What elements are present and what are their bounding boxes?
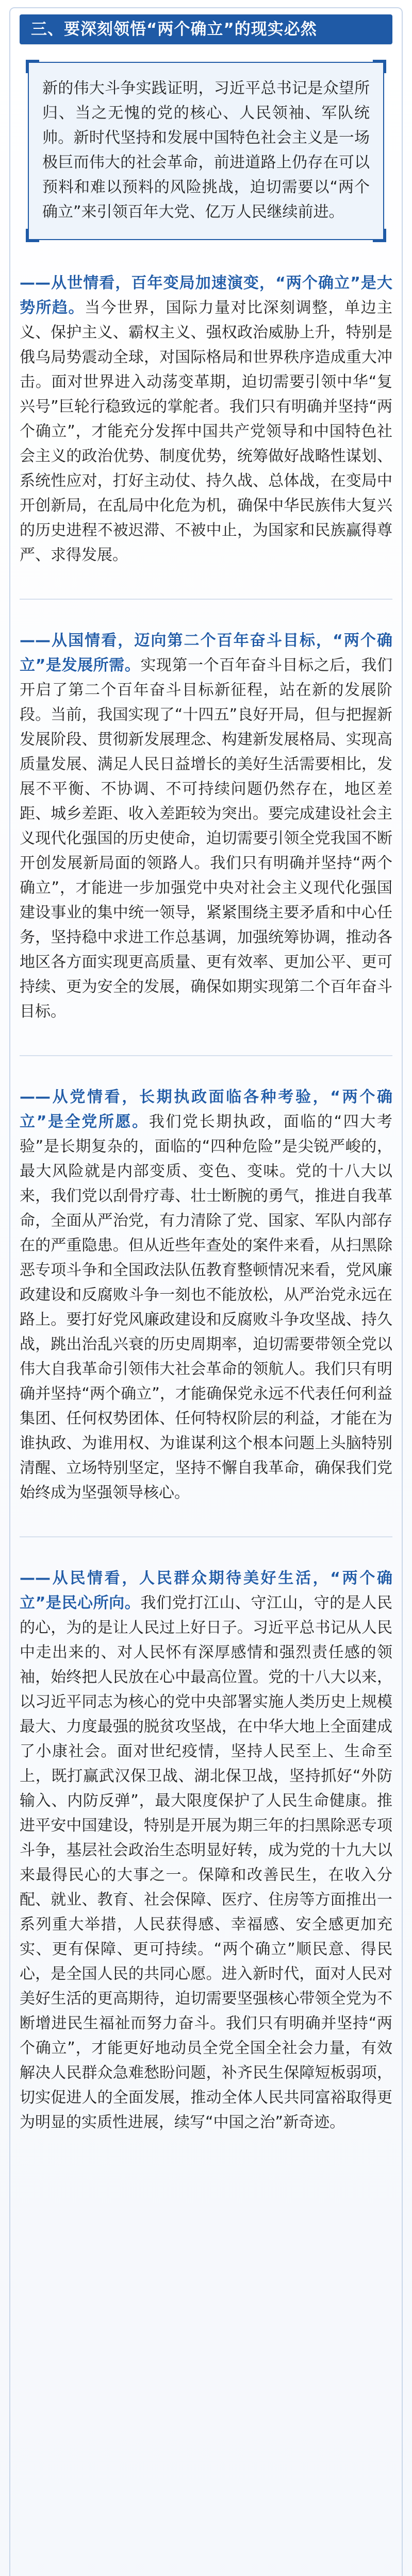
paragraph-lead: ——从世情看，百年变局加速演变，“两个确立”是大势所趋。 [20,274,392,317]
paragraph-body: 我们党长期执政，面临的“四大考验”是长期复杂的，面临的“四种危险”是尖锐严峻的，最大风险就是内部变质、变色、变味。党的十八大以来，我们党以刮骨疗毒、壮士断腕的勇气，推进自我革命，全面从严治党，有力清除了党、国家、军队内部存在的严重隐患。但从近些年查处的案件来看，从扫黑除恶专项斗争和全国政法队伍教育整顿情况来看，党风廉政建设和反腐败斗争一刻也不能放松，从严治党永远在路上。要打好党风廉政建设和反腐败斗争攻坚战、持久战，跳出治乱兴衰的历史周期率，迫切需要带领全党以伟大自我革命引领伟大社会革命的领航人。我们只有明确并坚持“两个确立”，才能确保党永远不代表任何利益集团、任何权势团体、任何特权阶层的利益，才能在为谁执政、为谁用权、为谁谋利这个根本问题上头脑特别清醒、立场特别坚定，坚持不懈自我革命，确保我们党始终成为坚强领导核心。 [20,1113,393,1502]
paragraph-national-situation [20,629,392,1024]
paragraph-body: 当今世界，国际力量对比深刻调整，单边主义、保护主义、霸权主义、强权政治威胁上升，特别是俄乌局势震动全球，对国际格局和世界秩序造成重大冲击。面对世界进入动荡变革期，迫切需要引领中华“复兴号”巨轮行稳致远的掌舵者。我们只有明确并坚持“两个确立”，才能充分发挥中国共产党领导和中国特色社会主义的政治优势、制度优势，统筹做好战略性谋划、系统性应对，打好主动仗、持久战、总体战，在变局中开创新局，在乱局中化危为机，确保中华民族伟大复兴的历史进程不被迟滞、不被中止，为国家和民族赢得尊严、求得发展。 [20,299,392,564]
section-title: 三、要深刻领悟“两个确立”的现实必然 [20,14,392,44]
section-divider [20,599,392,600]
intro-box [28,62,384,240]
paragraph-people-situation [20,1566,392,2135]
paragraph-lead: ——从民情看，人民群众期待美好生活，“两个确立”是民心所向。 [20,1569,392,1612]
section-header [20,0,392,44]
corner-decoration [26,229,39,242]
paragraph-lead: ——从党情看，长期执政面临各种考验，“两个确立”是全党所愿。 [20,1088,392,1131]
paragraph-party-situation [20,1085,392,1505]
paragraph-world-situation [20,271,392,568]
corner-decoration [26,60,39,73]
corner-decoration [373,60,386,73]
section-divider [20,1536,392,1537]
section-divider [20,1055,392,1056]
corner-decoration [373,229,386,242]
paragraph-body: 实现第一个百年奋斗目标之后，我们开启了第二个百年奋斗目标新征程，站在新的发展阶段。当前，我国实现了“十四五”良好开局，但与把握新发展阶段、贯彻新发展理念、构建新发展格局、实现高质量发展、满足人民日益增长的美好生活需要相比，发展不平衡、不协调、不可持续问题仍然存在，地区差距、城乡差距、收入差距较为突出。要完成建设社会主义现代化强国的历史使命，迫切需要引领全党我国不断开创发展新局面的领路人。我们只有明确并坚持“两个确立”，才能进一步加强党中央对社会主义现代化强国建设事业的集中统一领导，紧紧围绕主要矛盾和中心任务，坚持稳中求进工作总基调，加强统筹协调，推动各地区各方面实现更高质量、更有效率、更加公平、更可持续、更为安全的发展，确保如期实现第二个百年奋斗目标。 [20,656,393,1021]
paragraph-lead: ——从国情看，迈向第二个百年奋斗目标，“两个确立”是发展所需。 [20,632,392,674]
intro-text: 新的伟大斗争实践证明，习近平总书记是众望所归、当之无愧的党的核心、人民领袖、军队统帅。新时代坚持和发展中国特色社会主义是一场极巨而伟大的社会革命，前进道路上仍存在可以预料和难以预料的风险挑战，迫切需要以“两个确立”来引领百年大党、亿万人民继续前进。 [42,79,370,221]
paragraph-body: 我们党打江山、守江山，守的是人民的心，为的是让人民过上好日子。习近平总书记从人民中走出来的、对人民怀有深厚感情和强烈责任感的领袖，始终把人民放在心中最高位置。党的十八大以来，以习近平同志为核心的党中央部署实施人类历史上规模最大、力度最强的脱贫攻坚战，在中华大地上全面建成了小康社会。面对世纪疫情，坚持人民至上、生命至上，既打赢武汉保卫战、湖北保卫战，坚持抓好“外防输入、内防反弹”，最大限度保护了人民生命健康。推进平安中国建设，特别是开展为期三年的扫黑除恶专项斗争，基层社会政治生态明显好转，成为党的十九大以来最得民心的大事之一。保障和改善民生，在收入分配、就业、教育、社会保障、医疗、住房等方面推出一系列重大举措，人民获得感、幸福感、安全感更加充实、更有保障、更可持续。“两个确立”顺民意、得民心，是全国人民的共同心愿。进入新时代，面对人民对美好生活的更高期待，迫切需要坚强核心带领全党为不断增进民生福祉而努力奋斗。我们只有明确并坚持“两个确立”，才能更好地动员全党全国全社会力量，有效解决人民群众急难愁盼问题，补齐民生保障短板弱项，切实促进人的全面发展，推动全体人民共同富裕取得更为明显的实质性进展，续写“中国之治”新奇迹。 [20,1594,393,2131]
